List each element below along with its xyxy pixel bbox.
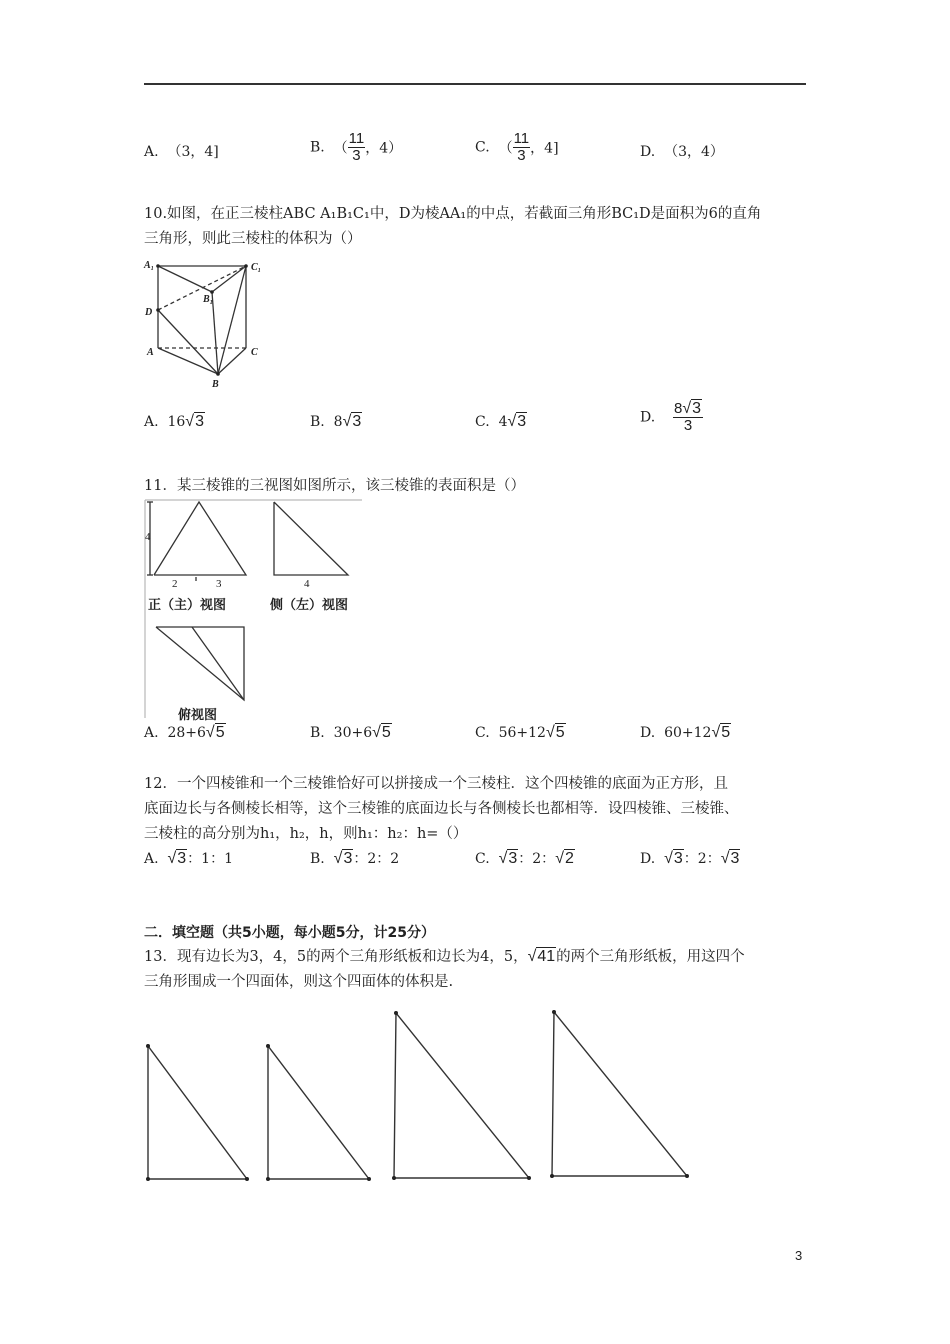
q10-option-b: B. 8√3	[310, 413, 362, 430]
label-a: A	[147, 347, 154, 358]
side-view-label: 侧（左）视图	[270, 598, 349, 613]
q12-option-b: B. √3：2：2	[310, 850, 400, 867]
q13-stem: 13．现有边长为3，4，5的两个三角形纸板和边长为4，5，√41的两个三角形纸板，用这四个 三角形围成一个四面体，则这个四面体的体积是.	[144, 948, 745, 990]
q11-option-b: B. 30+6√5	[310, 724, 391, 741]
q12-option-c: C. √3：2：√2	[475, 850, 574, 867]
header-rule	[144, 83, 806, 85]
section-heading: 二．填空题（共5小题，每小题5分，计25分）	[144, 925, 435, 941]
q10-stem: 10.如图，在正三棱柱ABC A₁B₁C₁中，D为棱AA₁的中点，若截面三角形BC₁D是面积为6的直角 三角形，则此三棱柱的体积为（）	[144, 206, 762, 247]
q11-option-a: A. 28+6√5	[144, 724, 225, 741]
q12-option-a: A. √3：1：1	[144, 850, 233, 867]
side-base-dim: 4	[304, 578, 310, 590]
q11-option-d: D. 60+12√5	[640, 724, 731, 741]
q9-option-b: B. （ $\frac{11}{3}$ ，4）	[310, 130, 403, 164]
front-base-dim-1: 2	[172, 578, 178, 590]
q9-option-d: D. （3，4）	[640, 144, 724, 160]
q12-stem: 12．一个四棱锥和一个三棱锥恰好可以拼接成一个三棱柱．这个四棱锥的底面为正方形，且 底面边长与各侧棱长相等，这个三棱锥的底面边长与各侧棱长也都相等．设四棱锥、三棱锥、 三棱柱的高分别为h₁，h₂，h，则h₁：h₂：h=（）	[144, 776, 739, 842]
q9-option-a: A. （3，4]	[144, 144, 219, 160]
label-d: D	[145, 307, 153, 318]
page-number: 3	[795, 1248, 803, 1263]
q11-option-c: C. 56+12√5	[475, 724, 565, 741]
q10-option-d: D. $\frac{8√3}{3}$	[640, 400, 702, 434]
q9-option-c: C. （ $\frac{11}{3}$ ，4]	[475, 130, 559, 164]
q11-stem: 11．某三棱锥的三视图如图所示，该三棱锥的表面积是（）	[144, 478, 525, 494]
prism-figure	[142, 256, 272, 392]
triangle-boards-figure	[140, 1005, 700, 1190]
top-view-label: 俯视图	[178, 708, 218, 723]
label-b1: B₁	[203, 294, 214, 305]
q10-option-c: C. 4√3	[475, 413, 527, 430]
label-a1: A₁	[144, 260, 155, 271]
label-c1: C₁	[251, 262, 262, 273]
front-base-dim-2: 3	[216, 578, 222, 590]
label-c: C	[251, 347, 258, 358]
front-view-label: 正（主）视图	[148, 598, 227, 613]
q12-option-d: D. √3：2：√3	[640, 850, 740, 867]
label-b: B	[212, 379, 219, 390]
q10-option-a: A. 16√3	[144, 413, 204, 430]
front-height-dim: 4	[145, 531, 151, 543]
